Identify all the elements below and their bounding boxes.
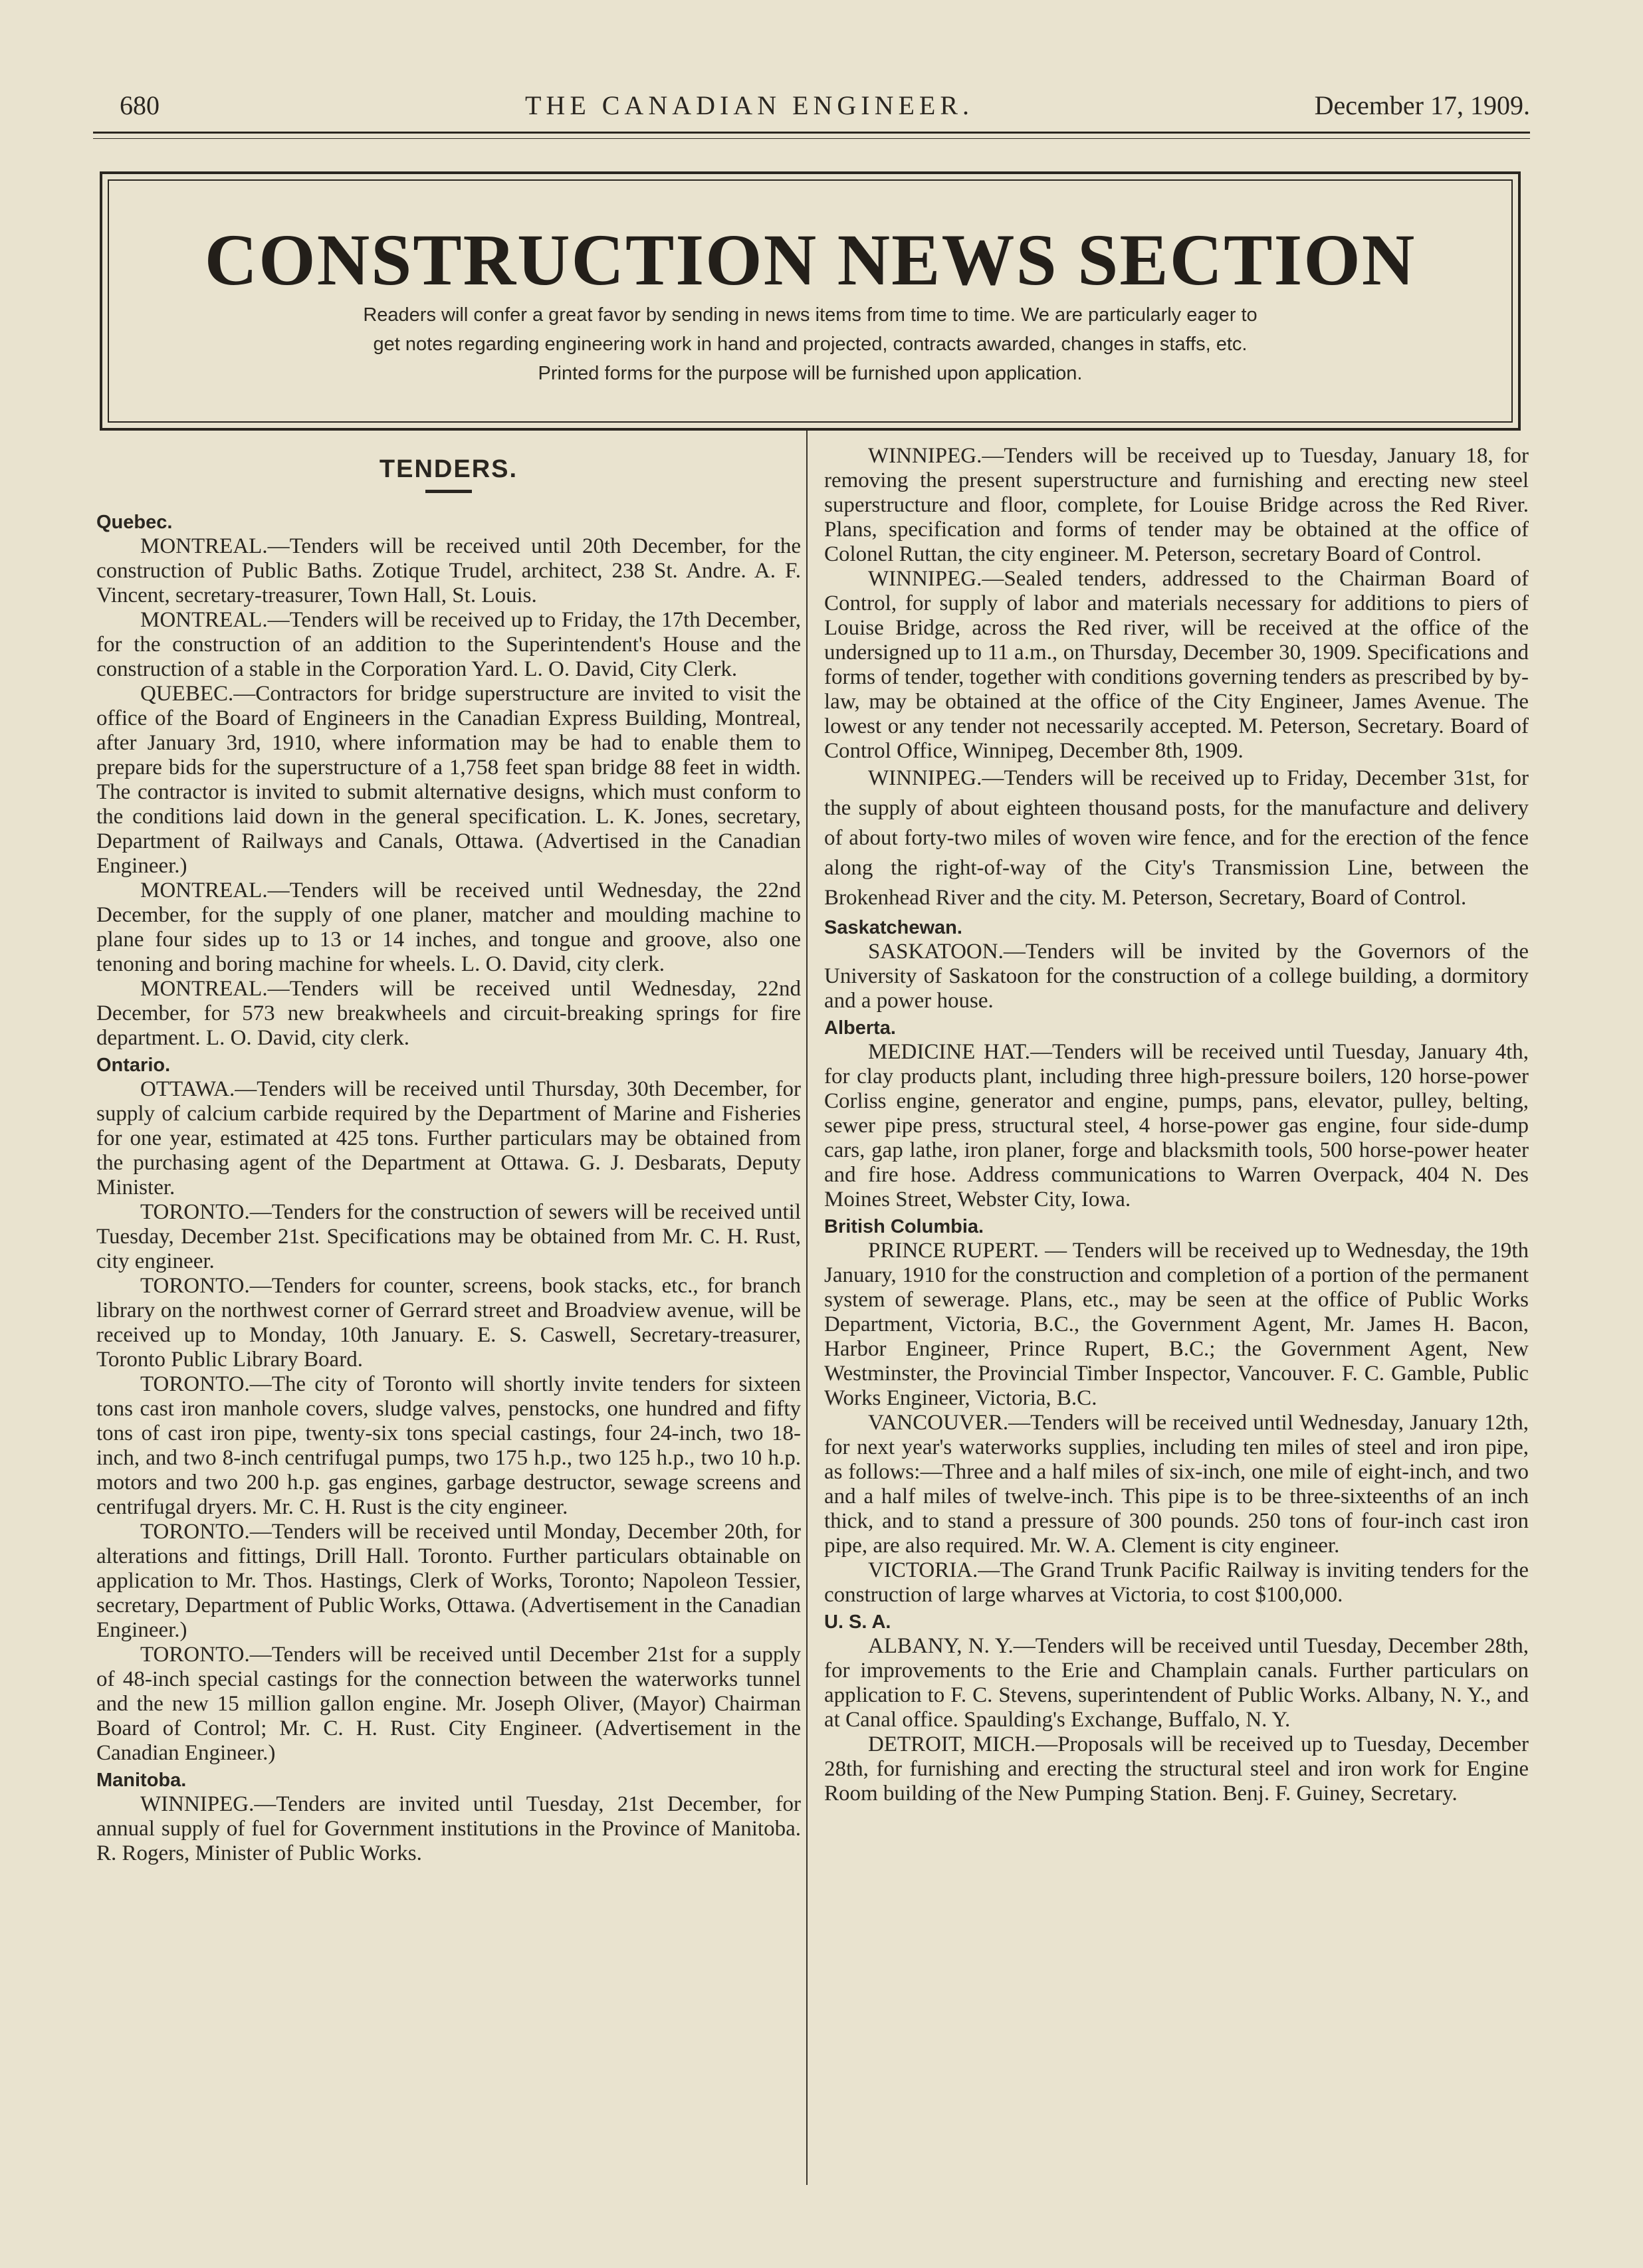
tender-item: MONTREAL.—Tenders will be received until 20th December, for the construction of Public Baths. Zotique Trudel, architect, 238 St. Andre. A. F. Vincent, secretary-treasurer, Town Hall, St. Louis. [96,534,801,607]
banner-line-1: Readers will confer a great favor by sending in news items from time to time. We are particularly eager to [363,304,1258,326]
tender-item: ALBANY, N. Y.—Tenders will be received until Tuesday, December 28th, for improvements to the Erie and Champlain canals. Further particulars on application to F. C. Stevens, superintendent of Public Works. Albany, N. Y., and at Canal office. Spaulding's Exchange, Buffalo, N. Y. [824,1634,1529,1732]
banner-text [156,300,1465,388]
tender-item: MEDICINE HAT.—Tenders will be received until Tuesday, January 4th, for clay products plant, including three high-pressure boilers, 120 horse-power Corliss engine, generator and engine, pumps, pans, elevator, pulley, belting, sewer pipe press, structural steel, 4 horse-power gas engine, four side-dump cars, gap lathe, iron planer, forge and blacksmith tools, 500 horse-power heater and fire hose. Address communications to Warren Overpack, 404 N. Des Moines Street, Webster City, Iowa. [824,1040,1529,1211]
tender-item: PRINCE RUPERT. — Tenders will be received up to Wednesday, the 19th January, 1910 for the construction and completion of a portion of the permanent system of sewerage. Plans, etc., may be seen at the office of Public Works Department, Victoria, B.C., the Government Agent, Mr. James H. Bacon, Harbor Engineer, Prince Rupert, B.C.; the Government Agent, New Westminster, the Provincial Timber Inspector, Vancouver. F. C. Gamble, Public Works Engineer, Victoria, B.C. [824,1239,1529,1410]
tender-item: WINNIPEG.—Tenders will be received up to Friday, December 31st, for the supply of about eighteen thousand posts, for the manufacture and delivery of about forty-two miles of woven wire fence, and for the erection of the fence along the right-of-way of the City's Transmission Line, between the Brokenhead River and the city. M. Peterson, Secretary, Board of Control. [824,766,1529,910]
page-number: 680 [120,90,160,120]
left-column [96,444,801,1866]
banner-line-2: get notes regarding engineering work in hand and projected, contracts awarded, changes in staffs, etc. [373,334,1248,355]
banner-title: CONSTRUCTION NEWS SECTION [204,219,1416,300]
tender-item: QUEBEC.—Contractors for bridge superstructure are invited to visit the office of the Board of Engineers in the Canadian Express Building, Montreal, after January 3rd, 1910, where information may be had to enable them to prepare bids for the superstructure of a 1,758 feet span bridge 88 feet in width. The contractor is invited to submit alternative designs, which must conform to the conditions laid down in the general specification. L. K. Jones, secretary, Department of Railways and Canals, Ottawa. (Advertised in the Canadian Engineer.) [96,682,801,878]
tender-item: MONTREAL.—Tenders will be received until Wednesday, 22nd December, for 573 new breakwheels and circuit-breaking springs for fire department. L. O. David, city clerk. [96,977,801,1050]
tender-item: TORONTO.—The city of Toronto will shortly invite tenders for sixteen tons cast iron manhole covers, sludge valves, penstocks, one hundred and fifty tons of cast iron pipe, twenty-six tons special castings, four 24-inch, two 18-inch, and two 8-inch centrifugal pumps, two 175 h.p., two 125 h.p., two 10 h.p. motors and two 200 h.p. gas engines, garbage destructor, sewage screens and centrifugal dryers. Mr. C. H. Rust is the city engineer. [96,1372,801,1519]
header-rule-thin [93,138,1530,139]
province-heading-quebec: Quebec. [96,512,173,533]
section-banner [100,171,1521,431]
journal-title: THE CANADIAN ENGINEER. [525,90,974,120]
tender-item: DETROIT, MICH.—Proposals will be received up to Tuesday, December 28th, for furnishing and erecting the structural steel and iron work for Engine Room building of the New Pumping Station. Benj. F. Guiney, Secretary. [824,1732,1529,1805]
tender-item: VANCOUVER.—Tenders will be received until Wednesday, January 12th, for next year's waterworks supplies, including ten miles of steel and iron pipe, as follows:—Three and a half miles of six-inch, one mile of eight-inch, and two and a half miles of twelve-inch. This pipe is to be three-sixteenths of an inch thick, and to stand a pressure of 300 pounds. 250 tons of four-inch cast iron pipe, are also required. Mr. W. A. Clement is city engineer. [824,1411,1529,1558]
province-heading-british-columbia: British Columbia. [824,1216,984,1237]
tender-item: TORONTO.—Tenders will be received until December 21st for a supply of 48-inch special castings for the connection between the waterworks tunnel and the new 15 million gallon engine. Mr. Joseph Oliver, (Mayor) Chairman Board of Control; Mr. C. H. Rust. City Engineer. (Advertisement in the Canadian Engineer.) [96,1643,801,1765]
tender-item: MONTREAL.—Tenders will be received up to Friday, the 17th December, for the construction of an addition to the Superintendent's House and the construction of a stable in the Corporation Yard. L. O. David, City Clerk. [96,608,801,681]
province-heading-usa: U. S. A. [824,1611,891,1633]
province-heading-alberta: Alberta. [824,1017,896,1039]
tender-item: TORONTO.—Tenders for the construction of sewers will be received until Tuesday, December 21st. Specifications may be obtained from Mr. C. H. Rust, city engineer. [96,1200,801,1273]
column-divider [806,431,808,2185]
tender-item: OTTAWA.—Tenders will be received until Thursday, 30th December, for supply of calcium carbide required by the Department of Marine and Fisheries for one year, estimated at 425 tons. Further particulars may be obtained from the purchasing agent of the Department at Ottawa. G. J. Desbarats, Deputy Minister. [96,1077,801,1199]
header-rule [93,132,1530,134]
tenders-heading: TENDERS. [379,455,518,483]
running-header [93,90,1530,130]
province-heading-ontario: Ontario. [96,1055,171,1076]
tender-item: SASKATOON.—Tenders will be invited by the Governors of the University of Saskatoon for the construction of a college building, a dormitory and a power house. [824,940,1529,1013]
tender-item: WINNIPEG.—Tenders are invited until Tuesday, 21st December, for annual supply of fuel for Government institutions in the Province of Manitoba. R. Rogers, Minister of Public Works. [96,1792,801,1865]
tender-item: VICTORIA.—The Grand Trunk Pacific Railway is inviting tenders for the construction of large wharves at Victoria, to cost $100,000. [824,1558,1529,1607]
banner-line-3: Printed forms for the purpose will be furnished upon application. [538,363,1083,384]
right-column [824,444,1529,1806]
issue-date: December 17, 1909. [1314,90,1530,120]
province-heading-manitoba: Manitoba. [96,1770,187,1791]
heading-dash [425,490,472,493]
province-heading-saskatchewan: Saskatchewan. [824,917,962,938]
tender-item: WINNIPEG.—Tenders will be received up to Tuesday, January 18, for removing the present superstructure and furnishing and erecting new steel superstructure and floor, complete, for Louise Bridge across the Red River. Plans, specification and forms of tender may be obtained at the office of Colonel Ruttan, the city engineer. M. Peterson, secretary Board of Control. [824,444,1529,566]
tender-item: TORONTO.—Tenders will be received until Monday, December 20th, for alterations and fittings, Drill Hall. Toronto. Further particulars obtainable on application to Mr. Thos. Hastings, Clerk of Works, Toronto; Napoleon Tessier, secretary, Department of Public Works, Ottawa. (Advertisement in the Canadian Engineer.) [96,1520,801,1642]
tender-item: TORONTO.—Tenders for counter, screens, book stacks, etc., for branch library on the northwest corner of Gerrard street and Broadview avenue, will be received up to Monday, 10th January. E. S. Caswell, Secretary-treasurer, Toronto Public Library Board. [96,1274,801,1372]
tender-item: WINNIPEG.—Sealed tenders, addressed to the Chairman Board of Control, for supply of labor and materials necessary for additions to piers of Louise Bridge, across the Red river, will be received at the office of the undersigned up to 11 a.m., on Thursday, December 30, 1909. Specifications and forms of tender, together with conditions governing tenders as prescribed by by-law, may be obtained at the office of the City Engineer, James Avenue. The lowest or any tender not necessarily accepted. M. Peterson, Secretary. Board of Control Office, Winnipeg, December 8th, 1909. [824,567,1529,763]
tender-item: MONTREAL.—Tenders will be received until Wednesday, the 22nd December, for the supply of one planer, matcher and moulding machine to plane four sides up to 13 or 14 inches, and tongue and groove, also one tenoning and boring machine for wheels. L. O. David, city clerk. [96,878,801,976]
